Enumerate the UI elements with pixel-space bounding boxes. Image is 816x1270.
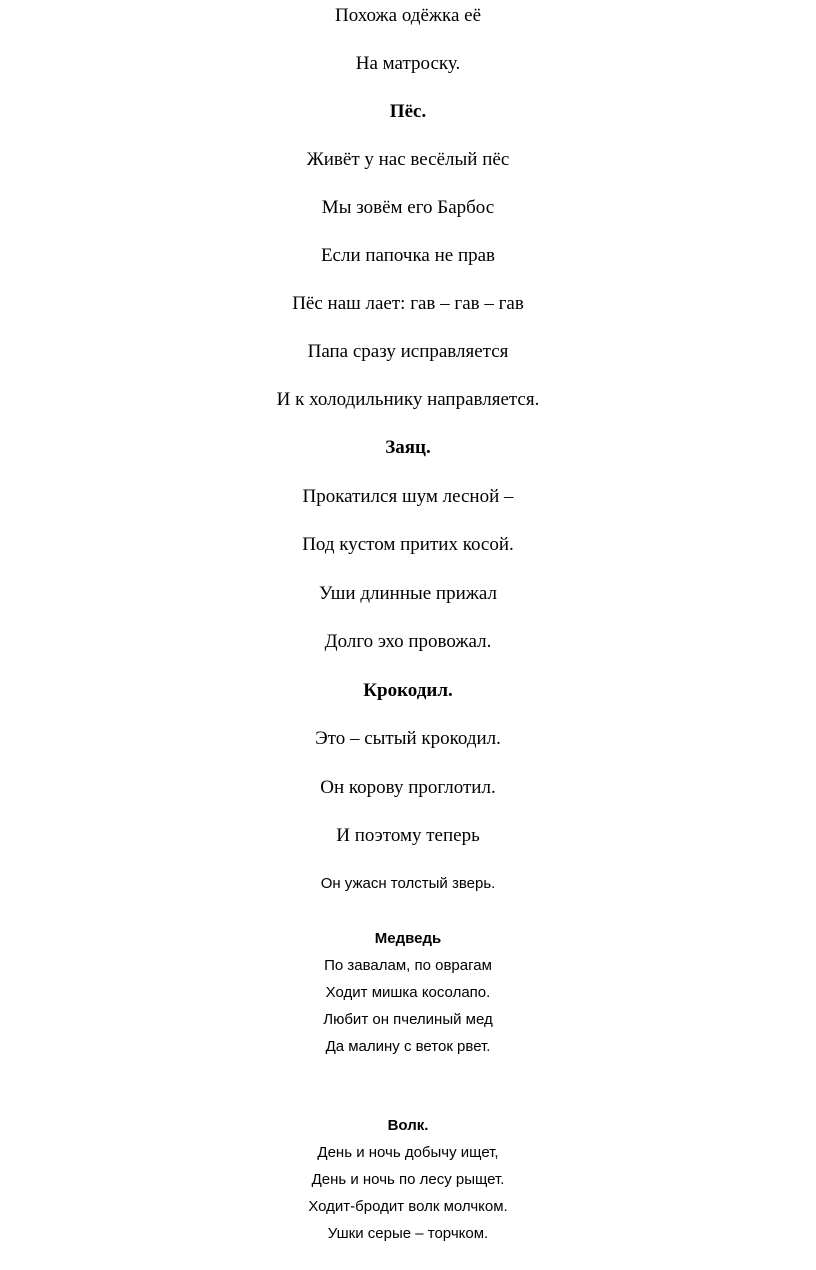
- poem-heading: Пёс.: [389, 101, 427, 122]
- poem-line: Ходит-бродит волк молчком.: [308, 1198, 508, 1215]
- poem-heading: Волк.: [387, 1117, 429, 1134]
- poem-line: Он ужасн толстый зверь.: [320, 875, 496, 892]
- poem-line: Ходит мишка косолапо.: [325, 984, 491, 1001]
- poem-line: Пёс наш лает: гав – гав – гав: [292, 293, 524, 314]
- poem-line: День и ночь по лесу рыщет.: [311, 1171, 505, 1188]
- poem-line: Под кустом притих косой.: [302, 534, 514, 555]
- poem-line: И поэтому теперь: [336, 825, 480, 846]
- poem-line: Любит он пчелиный мед: [323, 1011, 493, 1028]
- poem-line: Он корову проглотил.: [320, 777, 496, 798]
- poem-line: Прокатился шум лесной –: [302, 486, 514, 507]
- poem-line: Ушки серые – торчком.: [327, 1225, 489, 1242]
- poem-line: Уши длинные прижал: [319, 583, 497, 604]
- poem-line: Мы зовём его Барбос: [321, 197, 495, 218]
- poem-heading: Заяц.: [385, 437, 431, 458]
- poem-heading: Медведь: [374, 930, 442, 947]
- poem-heading: Крокодил.: [363, 680, 453, 701]
- poem-line: Долго эхо провожал.: [324, 631, 492, 652]
- poem-line: Это – сытый крокодил.: [315, 728, 501, 749]
- poem-line: По завалам, по оврагам: [324, 957, 492, 974]
- poem-line: На матроску.: [355, 53, 461, 74]
- poem-line: Похожа одёжка её: [334, 5, 482, 26]
- poem-line: Да малину с веток рвет.: [325, 1038, 491, 1055]
- poem-line: Живёт у нас весёлый пёс: [306, 149, 510, 170]
- poem-line: Папа сразу исправляется: [307, 341, 509, 362]
- poem-line: И к холодильнику направляется.: [276, 389, 540, 410]
- poem-line: Если папочка не прав: [320, 245, 496, 266]
- poem-line: День и ночь добычу ищет,: [317, 1144, 499, 1161]
